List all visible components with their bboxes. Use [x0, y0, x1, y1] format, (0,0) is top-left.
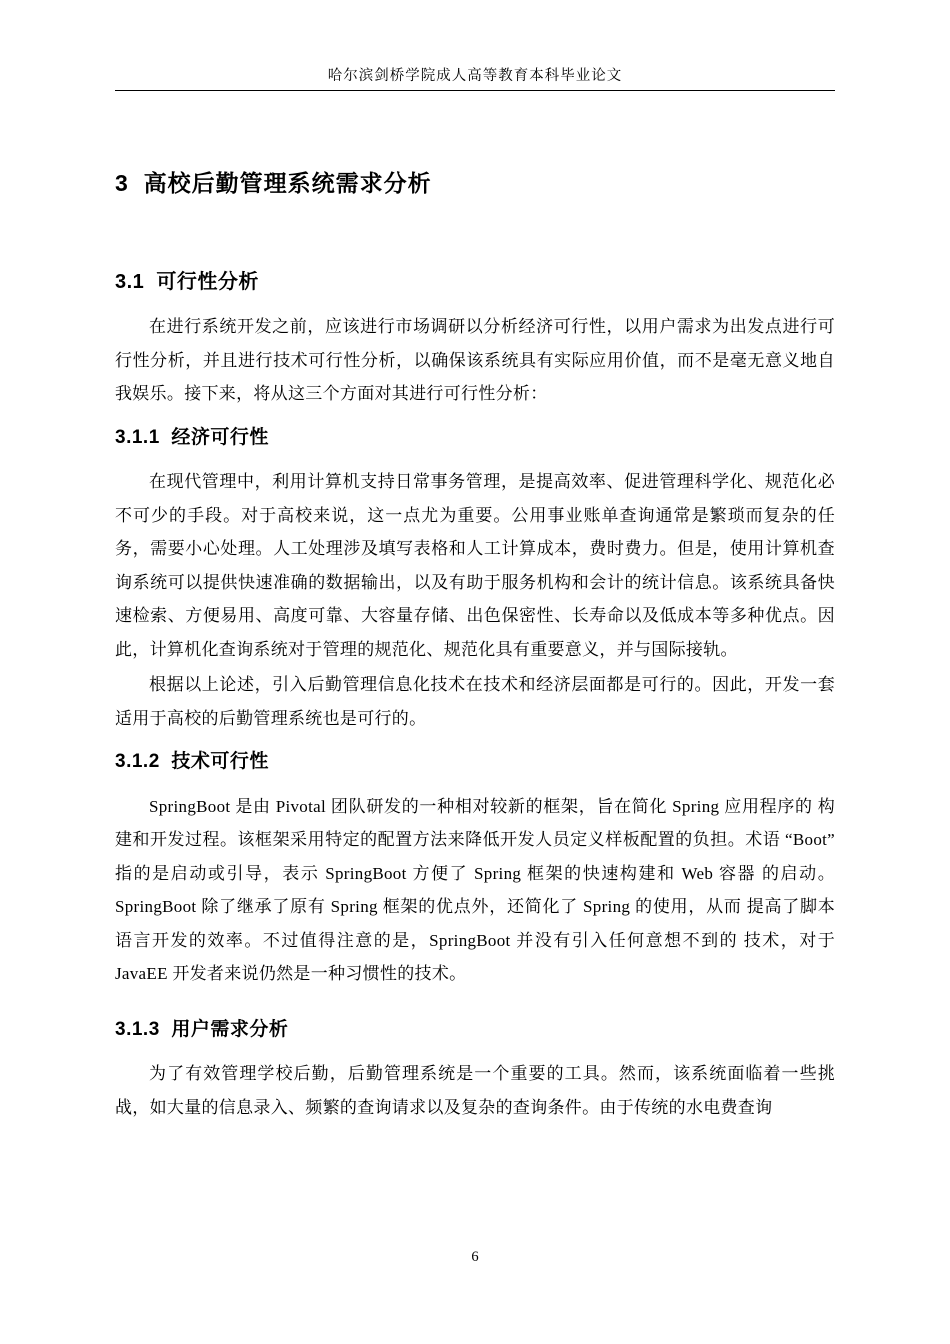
header-title: 哈尔滨剑桥学院成人高等教育本科毕业论文: [327, 68, 623, 84]
page-footer: [0, 1248, 950, 1344]
paragraph-technical-1: SpringBoot 是由 Pivotal 团队研发的一种相对较新的框架，旨在简化 Spring 应用程序的 构建和开发过程。该框架采用特定的配置方法来降低开发人员定义样板配置的负担。术语 “Boot”指的是启动或引导，表示 SpringBoot 方便了 Spring 框架的快速构建和 Web 容器 的启动。SpringBoot 除了继承了原有 Spring 框架的优点外，还简化了 Spring 的使用，从而 提高了脚本语言开发的效率。不过值得注意的是，SpringBoot 并没有引入任何意想不到的 技术，对于 JavaEE 开发者来说仍然是一种习惯性的技术。: [115, 796, 835, 984]
paragraph-economic-2: 根据以上论述，引入后勤管理信息化技术在技术和经济层面都是可行的。因此，开发一套适用于高校的后勤管理系统也是可行的。: [115, 675, 835, 728]
paragraph-economic-1: 在现代管理中，利用计算机支持日常事务管理，是提高效率、促进管理科学化、规范化必不可少的手段。对于高校来说，这一点尤为重要。公用事业账单查询通常是繁琐而复杂的任务，需要小心处理。人工处理涉及填写表格和人工计算成本，费时费力。但是，使用计算机查询系统可以提供快速准确的数据输出，以及有助于服务机构和会计的统计信息。该系统具备快速检索、方便易用、高度可靠、大容量存储、出色保密性、长寿命以及低成本等多种优点。因此，计算机化查询系统对于管理的规范化、规范化具有重要意义，并与国际接轨。: [115, 472, 835, 659]
subsection-heading-technical: 3.1.2 技术可行性: [115, 751, 269, 773]
chapter-heading: 3 高校后勤管理系统需求分析: [115, 170, 432, 196]
section-heading-feasibility: 3.1 可行性分析: [115, 271, 259, 294]
page-number: 6: [471, 1249, 479, 1265]
header-divider: [115, 90, 835, 91]
paragraph-user-needs-1: 为了有效管理学校后勤，后勤管理系统是一个重要的工具。然而，该系统面临着一些挑战，如大量的信息录入、频繁的查询请求以及复杂的查询条件。由于传统的水电费查询: [115, 1064, 835, 1117]
document-content: [115, 92, 835, 1124]
subsection-heading-economic: 3.1.1 经济可行性: [115, 426, 269, 448]
paragraph-feasibility-intro: 在进行系统开发之前，应该进行市场调研以分析经济可行性，以用户需求为出发点进行可行性分析，并且进行技术可行性分析，以确保该系统具有实际应用价值，而不是毫无意义地自我娱乐。接下来，将从这三个方面对其进行可行性分析：: [115, 317, 835, 404]
page-header: [115, 0, 835, 99]
subsection-heading-user-needs: 3.1.3 用户需求分析: [115, 1018, 289, 1040]
